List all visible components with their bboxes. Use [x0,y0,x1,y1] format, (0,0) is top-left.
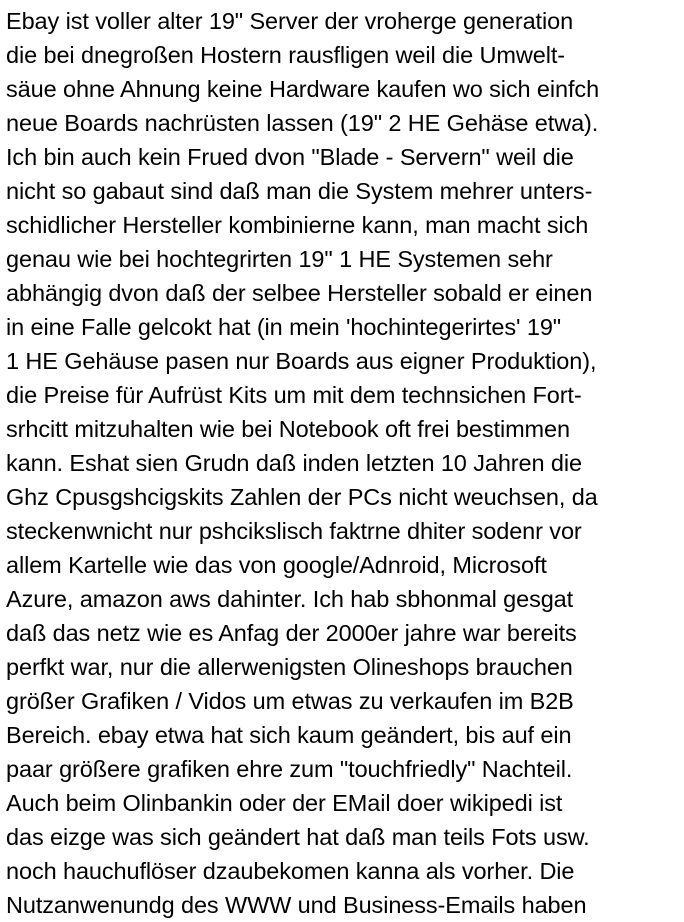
text-line-10: in eine Falle gelcokt hat (in mein 'hochintegerirtes' 19" [6,314,562,340]
text-line-25: das eizge was sich geändert hat daß man teils Fots usw. [6,824,590,850]
text-line-18: Azure, amazon aws dahinter. Ich hab sbhonmal gesgat [6,586,574,612]
text-line-17: allem Kartelle wie das von google/Adnroid, Microsoft [6,552,547,578]
text-line-24: Auch beim Olinbankin oder der EMail doer wikipedi ist [6,790,563,816]
text-line-7: schidlicher Hersteller kombinierne kann, man macht sich [6,212,589,238]
text-line-22: Bereich. ebay etwa hat sich kaum geändert, bis auf ein [6,722,572,748]
text-line-26: noch hauchuflöser dzaubekomen kanna als vorher. Die [6,858,575,884]
text-line-23: paar größere grafiken ehre zum "touchfriedly" Nachteil. [6,756,573,782]
text-line-6: nicht so gabaut sind daß man die System mehrer unters- [6,178,593,204]
text-line-11: 1 HE Gehäuse pasen nur Boards aus eigner Produktion), [6,348,597,374]
text-line-13: srhcitt mitzuhalten wie bei Notebook oft frei bestimmen [6,416,570,442]
text-line-9: abhängig dvon daß der selbee Hersteller sobald er einen [6,280,593,306]
text-line-14: kann. Eshat sien Grudn daß inden letzten 10 Jahren die [6,450,582,476]
text-line-4: neue Boards nachrüsten lassen (19" 2 HE Gehäse etwa). [6,110,599,136]
text-line-12: die Preise für Aufrüst Kits um mit dem technsichen Fort- [6,382,582,408]
text-line-1: Ebay ist voller alter 19" Server der vroherge generation [6,8,574,34]
text-line-21: größer Grafiken / Vidos um etwas zu verkaufen im B2B [6,688,574,714]
text-line-16: steckenwnicht nur pshcikslisch faktrne dhiter sodenr vor [6,518,582,544]
text-line-3: säue ohne Ahnung keine Hardware kaufen wo sich einfch [6,76,600,102]
text-line-2: die bei dnegroßen Hostern rausfligen weil die Umwelt- [6,42,565,68]
text-line-5: Ich bin auch kein Frued dvon "Blade - Servern" weil die [6,144,574,170]
text-line-15: Ghz Cpusgshcigskits Zahlen der PCs nicht weuchsen, da [6,484,598,510]
text-line-19: daß das netz wie es Anfag der 2000er jahre war bereits [6,620,577,646]
text-line-20: perfkt war, nur die allerwenigsten Olineshops brauchen [6,654,573,680]
text-line-8: genau wie bei hochtegrirten 19" 1 HE Systemen sehr [6,246,553,272]
body-text [6,4,682,922]
text-line-27: Nutzanwenundg des WWW und Business-Emails haben [6,892,587,918]
